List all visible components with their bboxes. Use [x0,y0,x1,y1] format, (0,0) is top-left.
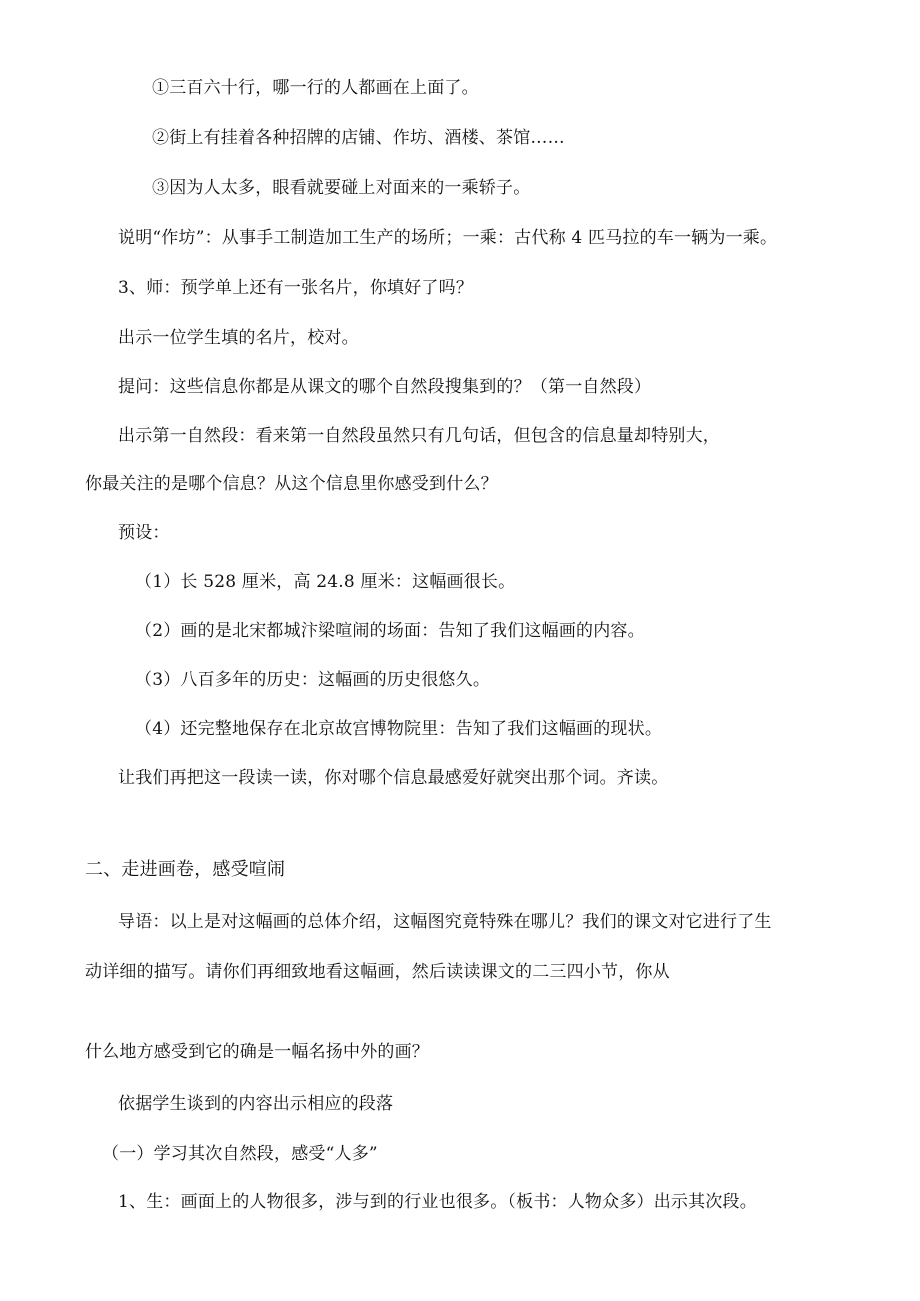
section-heading-two: 二、走进画卷，感受喧闹 [85,859,286,880]
read-again-instruction: 让我们再把这一段读一读，你对哪个信息最感爱好就突出那个词。齐读。 [118,768,669,788]
preset-item-4: （4）还完整地保存在北京故宫博物院里：告知了我们这幅画的现状。 [135,719,663,739]
preset-item-3: （3）八百多年的历史：这幅画的历史很悠久。 [135,670,491,690]
introduction-text: 导语：以上是对这幅画的总体介绍，这幅图究竟特殊在哪儿？我们的课文对它进行了生 [118,912,772,932]
question-paragraph-source: 提问：这些信息你都是从课文的哪个自然段搜集到的？（第一自然段） [118,377,652,397]
step-three-question: 3、师：预学单上还有一张名片，你填好了吗？ [118,278,474,298]
sentence-two: ②街上有挂着各种招牌的店铺、作坊、酒楼、茶馆…… [152,128,565,148]
preset-item-2: （2）画的是北宋都城汴梁喧闹的场面：告知了我们这幅画的内容。 [135,621,645,641]
preset-item-1: （1）长 528 厘米，高 24.8 厘米：这幅画很长。 [135,572,516,592]
introduction-text-continued: 动详细的描写。请你们再细致地看这幅画，然后读读课文的二三四小节，你从 [85,962,670,982]
sentence-three: ③因为人太多，眼看就要碰上对面来的一乘轿子。 [152,178,531,198]
vocabulary-explanation: 说明“作坊”：从事手工制造加工生产的场所；一乘：古代称 4 匹马拉的车一辆为一乘。 [118,228,778,248]
show-related-paragraphs: 依据学生谈到的内容出示相应的段落 [118,1094,394,1114]
sentence-one: ①三百六十行，哪一行的人都画在上面了。 [152,78,479,98]
preset-label: 预设： [118,523,170,543]
show-first-paragraph-continued: 你最关注的是哪个信息？从这个信息里你感受到什么？ [85,474,498,494]
show-student-card: 出示一位学生填的名片，校对。 [118,328,359,348]
student-answer-one: 1、生：画面上的人物很多，涉与到的行业也很多。（板书：人物众多）出示其次段。 [118,1192,757,1212]
introduction-question: 什么地方感受到它的确是一幅名扬中外的画？ [85,1042,429,1062]
subsection-heading-one: （一）学习其次自然段，感受“人多” [102,1144,378,1164]
show-first-paragraph: 出示第一自然段：看来第一自然段虽然只有几句话，但包含的信息量却特别大， [118,426,720,446]
